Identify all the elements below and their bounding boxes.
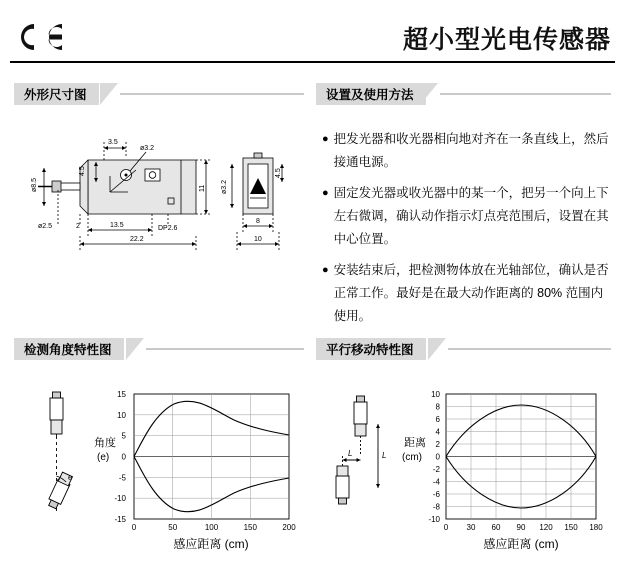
svg-text:0: 0 [131,523,137,532]
banner-tail [420,83,438,105]
ce-mark-icon [12,22,66,52]
section-banner-parallel-chart [316,338,611,360]
angle-characteristic-figure [14,380,309,560]
svg-text:10: 10 [431,390,440,399]
list-item [322,259,610,328]
svg-text:2: 2 [76,223,80,230]
parallel-annotation-distance: L [382,451,387,460]
svg-text:200: 200 [282,523,296,532]
svg-text:0: 0 [443,523,449,532]
bullet-icon: ● [322,187,329,199]
angle-xlabel: 感应距离 (cm) [173,537,249,551]
section-banner-dimensions [14,83,304,105]
svg-text:15: 15 [117,390,126,399]
svg-text:13.5: 13.5 [110,222,124,229]
banner-line [448,348,611,350]
section-label-dimensions: 外形尺寸图 [14,83,99,105]
banner-line [120,93,304,95]
banner-line [440,93,611,95]
svg-text:4: 4 [435,427,440,437]
svg-text:120: 120 [539,523,553,532]
section-label-usage: 设置及使用方法 [316,83,426,105]
parallel-characteristic-figure [316,380,616,560]
svg-text:180: 180 [589,523,603,532]
svg-text:ø3.2: ø3.2 [140,145,155,152]
section-label-parallel-chart: 平行移动特性图 [316,338,426,360]
banner-tail [100,83,118,105]
svg-text:10: 10 [254,236,262,243]
svg-text:0: 0 [435,452,440,462]
svg-text:ø2.5: ø2.5 [38,223,53,230]
angle-annotation-e: e [68,473,73,482]
svg-text:ø3.2: ø3.2 [221,179,228,194]
section-label-angle-chart: 检测角度特性图 [14,338,124,360]
usage-bullet-text: 固定发光器或收光器中的某一个，把另一个向上下左右微调，确认动作指示灯点亮范围后，设置在其中心位置。 [333,186,609,246]
usage-bullet-text: 安装结束后，把检测物体放在光轴部位，确认是否正常工作。最好是在最大动作距离的 80% 范围内使用。 [333,263,609,323]
parallel-ylabel-unit: (cm) [402,452,422,463]
angle-ylabel-main: 角度 [94,437,116,449]
svg-text:-10: -10 [428,515,440,524]
svg-text:100: 100 [204,523,219,532]
svg-text:10: 10 [117,410,126,420]
svg-text:90: 90 [516,523,526,532]
svg-text:-8: -8 [432,502,440,512]
usage-bullet-text: 把发光器和收光器相向地对齐在一条直线上，然后接通电源。 [333,132,609,169]
svg-text:3.5: 3.5 [108,139,118,146]
svg-text:ø8.5: ø8.5 [31,177,38,192]
dimension-drawing [18,120,308,300]
list-item [322,128,610,174]
list-item [322,182,610,251]
angle-ylabel-unit: (e) [97,452,110,463]
svg-text:6: 6 [435,415,440,424]
page-header [0,0,625,62]
svg-text:150: 150 [243,523,257,532]
svg-text:8: 8 [256,218,260,225]
svg-text:4.5: 4.5 [275,168,282,178]
svg-text:0: 0 [121,452,126,462]
banner-line [146,348,304,350]
svg-text:60: 60 [491,523,501,532]
svg-text:2: 2 [435,440,440,449]
page-title: 超小型光电传感器 [402,26,611,54]
svg-text:30: 30 [466,523,476,532]
bullet-icon: ● [322,133,329,145]
parallel-xlabel: 感应距离 (cm) [483,537,559,551]
svg-text:50: 50 [168,523,178,532]
svg-text:5: 5 [121,431,126,441]
svg-text:-2: -2 [432,465,440,474]
svg-text:4.5: 4.5 [79,166,86,176]
svg-text:-15: -15 [114,515,126,524]
svg-text:-6: -6 [432,490,440,499]
banner-tail [428,338,446,360]
bullet-icon: ● [322,264,329,276]
svg-text:150: 150 [564,523,578,532]
parallel-ylabel-main: 距离 [404,437,426,449]
svg-text:11: 11 [199,184,206,192]
svg-text:DP2.6: DP2.6 [158,225,178,232]
section-banner-usage [316,83,611,105]
svg-text:8: 8 [435,402,440,412]
parallel-annotation-offset: L [348,449,353,458]
banner-tail [126,338,144,360]
svg-text:-10: -10 [114,494,126,504]
usage-bullet-list [322,128,610,336]
svg-text:-4: -4 [432,477,440,487]
section-banner-angle-chart [14,338,304,360]
header-divider [10,61,615,63]
svg-text:-5: -5 [118,473,126,483]
svg-text:22.2: 22.2 [130,236,144,243]
